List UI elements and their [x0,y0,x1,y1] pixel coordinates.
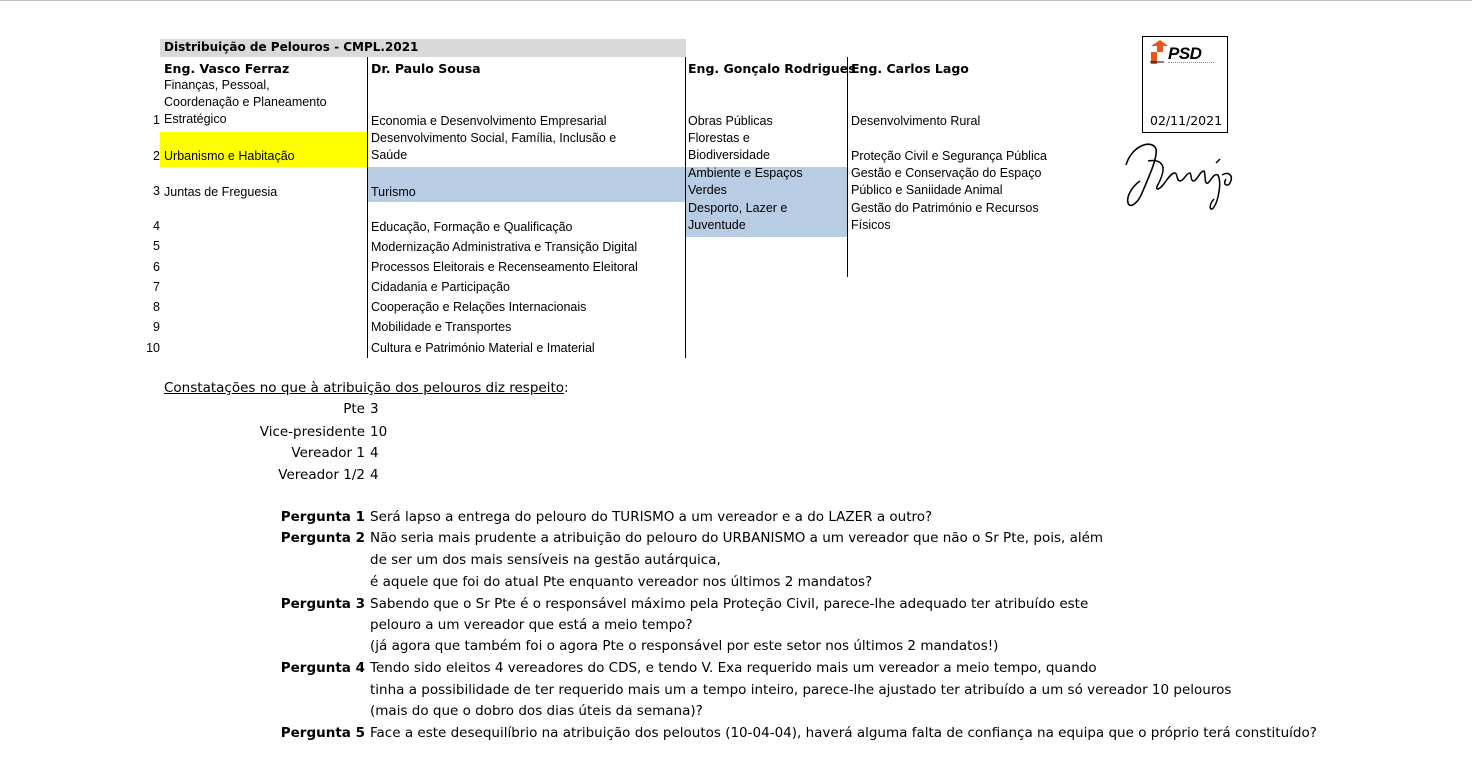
cell-text: Cooperação e Relações Internacionais [371,300,587,314]
cell-text: Modernização Administrativa e Transição Digital [371,240,638,254]
cell-text: Urbanismo e Habitação [164,149,295,163]
pergunta-label: Pergunta 4 [280,660,365,676]
row-number: 3 [153,184,160,198]
stat-value: 4 [370,445,379,461]
pergunta-text: Tendo sido eleitos 4 vereadores do CDS, e tendo V. Exa requerido mais um vereador a meio tempo, quando [370,660,1097,676]
cell-text: Coordenação e Planeamento [164,95,327,109]
pergunta-label: Pergunta 1 [280,509,365,525]
column-border [847,57,848,277]
pergunta-text: pelouro a um vereador que está a meio tempo? [370,617,693,633]
cell-text: Desporto, Lazer e [688,201,788,215]
constatacoes-heading [164,380,569,396]
date-text: 02/11/2021 [1150,113,1223,128]
stat-label: Vice-presidente [259,424,365,440]
cell-text: Biodiversidade [688,148,770,162]
header-vasco-ferraz: Eng. Vasco Ferraz [164,61,290,76]
header-carlos-lago: Eng. Carlos Lago [851,61,969,76]
cell-text: Cultura e Património Material e Imaterial [371,341,595,355]
row-number: 8 [153,300,160,314]
row-number: 1 [153,113,160,127]
stat-value: 10 [370,424,388,440]
cell-text: Gestão e Conservação do Espaço [851,166,1042,180]
cell-text: Educação, Formação e Qualificação [371,220,573,234]
cell-text: Mobilidade e Transportes [371,320,512,334]
cell-text: Desenvolvimento Rural [851,114,981,128]
cell-text: Desenvolvimento Social, Família, Inclusão e [371,131,617,145]
cell-text: Estratégico [164,112,227,126]
psd-logo [1148,40,1218,68]
heading-colon: : [564,380,569,396]
row-number: 9 [153,320,160,334]
cell-text: Obras Públicas [688,114,773,128]
stat-label: Pte [343,401,365,417]
cell-text: Gestão do Património e Recursos [851,201,1039,215]
cell-text: Verdes [688,183,727,197]
header-paulo-sousa: Dr. Paulo Sousa [371,61,481,76]
pergunta-text: de ser um dos mais sensíveis na gestão autárquica, [370,552,721,568]
cell-text: Economia e Desenvolvimento Empresarial [371,114,607,128]
pergunta-text: Face a este desequilíbrio na atribuição dos peloutos (10-04-04), haverá alguma falta de confiança na equipa que o próprio terá constituído? [370,725,1317,741]
pergunta-text: é aquele que foi do atual Pte enquanto vereador nos últimos 2 mandatos? [370,574,873,590]
header-goncalo-rodrigues: Eng. Gonçalo Rodrigues [688,61,856,76]
row-number: 5 [153,239,160,253]
cell-text: Público e Saniidade Animal [851,183,1003,197]
pergunta-text: Será lapso a entrega do pelouro do TURISMO a um vereador e a do LAZER a outro? [370,509,933,525]
column-border [685,57,686,358]
column-border [367,57,368,358]
row-number: 4 [153,219,160,233]
stat-value: 4 [370,467,379,483]
cell-text: Ambiente e Espaços [688,166,803,180]
pergunta-text: (mais do que o dobro dos dias úteis da semana)? [370,703,703,719]
stat-label: Vereador 1/2 [278,467,365,483]
cell-text: Turismo [371,185,416,199]
row-number: 2 [153,149,160,163]
pergunta-label: Pergunta 5 [280,725,365,741]
stat-value: 3 [370,401,379,417]
top-border [0,0,1472,1]
stat-label: Vereador 1 [291,445,365,461]
cell-text: Proteção Civil e Segurança Pública [851,149,1047,163]
psd-logo-text: PSD [1168,44,1202,63]
table-title: Distribuição de Pelouros - CMPL.2021 [164,40,419,54]
row-number: 10 [146,341,160,355]
cell-text: Finanças, Pessoal, [164,78,270,92]
constatacoes-heading-text: Constatações no que à atribuição dos pelouros diz respeito [164,380,565,396]
pergunta-label: Pergunta 3 [280,596,365,612]
cell-text: Juntas de Freguesia [164,185,278,199]
cell-text: Saúde [371,148,408,162]
pergunta-text: tinha a possibilidade de ter requerido mais um a tempo inteiro, parece-lhe ajustado ter atribuído a um só vereador 10 pelouros [370,682,1232,698]
cell-text: Florestas e [688,131,750,145]
cell-text: Físicos [851,218,891,232]
row-number: 7 [153,280,160,294]
cell-text: Processos Eleitorais e Recenseamento Eleitoral [371,260,638,274]
handwritten-signature [1118,135,1258,215]
cell-text: Cidadania e Participação [371,280,510,294]
pergunta-text: Não seria mais prudente a atribuição do pelouro do URBANISMO a um vereador que não o Sr Pte, pois, além [370,530,1104,546]
pergunta-text: Sabendo que o Sr Pte é o responsável máximo pela Proteção Civil, parece-lhe adequado ter atribuído este [370,596,1089,612]
cell-text: Juventude [688,218,746,232]
pergunta-label: Pergunta 2 [280,530,365,546]
row-number: 6 [153,260,160,274]
logo-underline [1168,62,1214,65]
pergunta-text: (já agora que também foi o agora Pte o responsável por este setor nos últimos 2 mandatos!) [370,638,999,654]
